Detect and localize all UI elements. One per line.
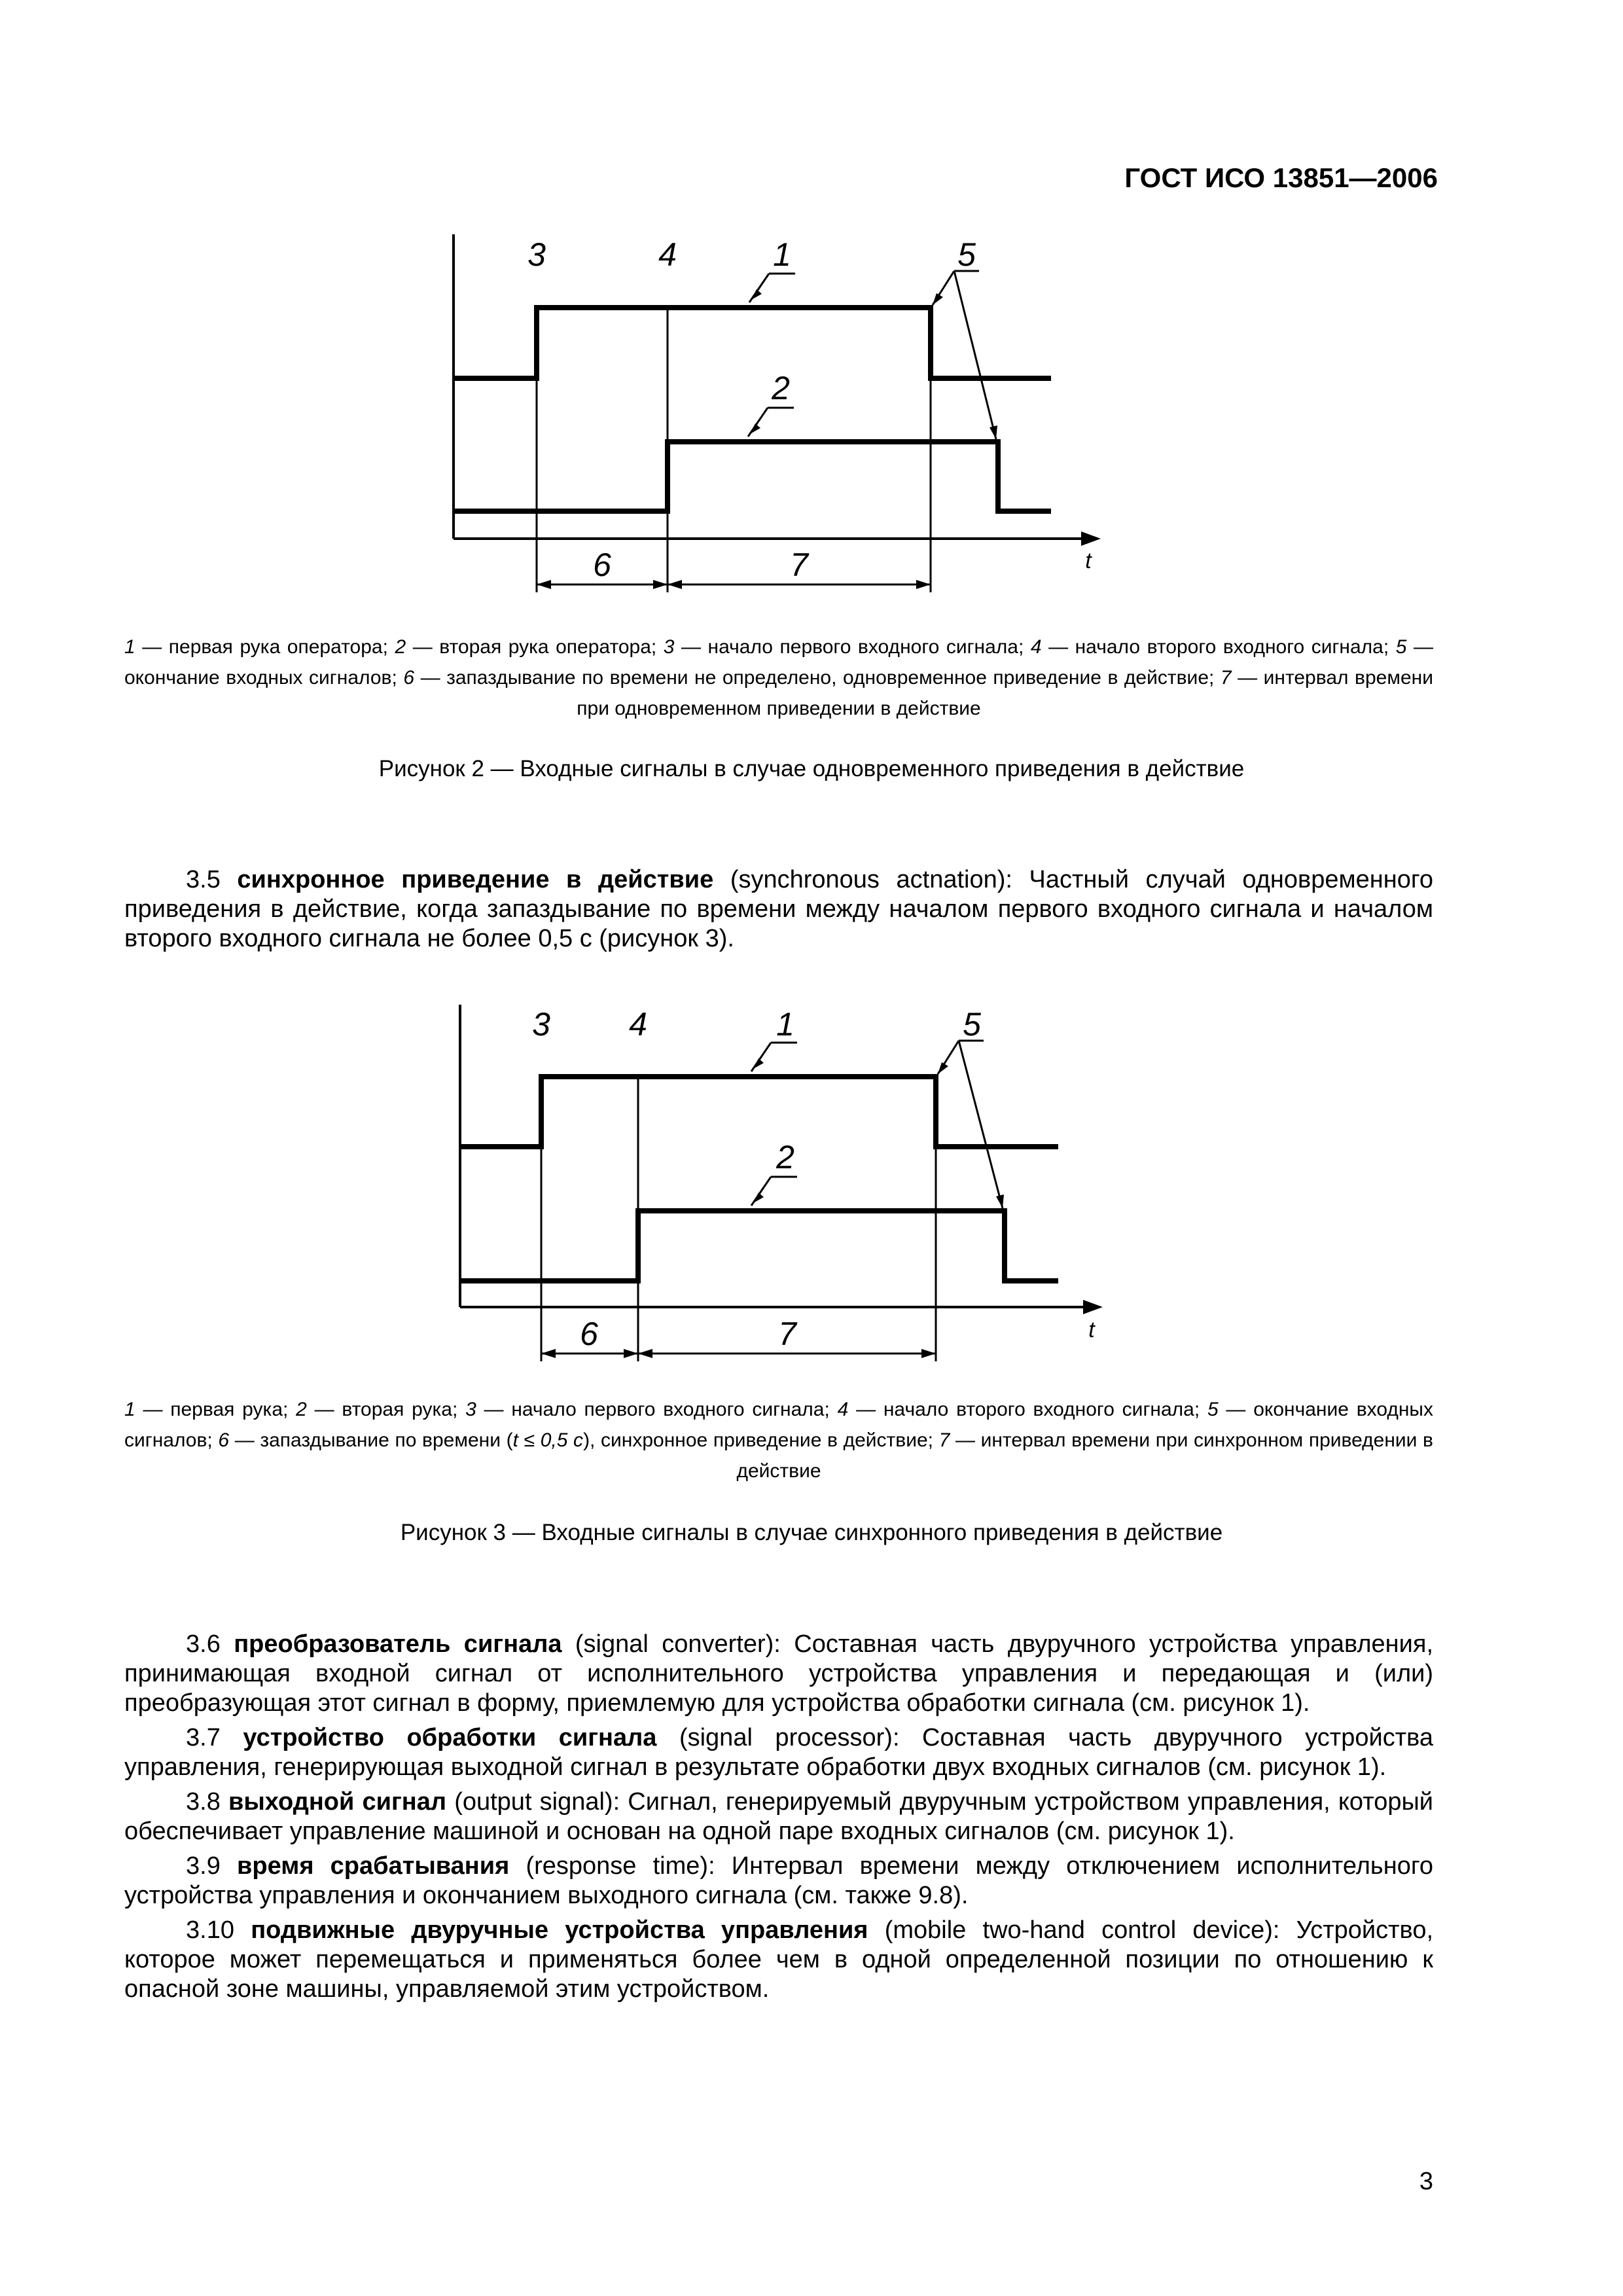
leader-5b [959,1041,1003,1208]
definition-3-10: 3.10 подвижные двуручные устройства управления (mobile two-hand control device): Устройство, которое может перемещаться и применяться более чем в одной определенной позиции по отношению к опасной зоне машины, управляемой этим устройством. [124,1916,1434,2003]
definition-3-7: 3.7 устройство обработки сигнала (signal processor): Составная часть двуручного устройства управления, генерирующая выходной сигнал в результате обработки двух входных сигналов (см. рисунок 1). [124,1724,1433,1781]
arrowhead [753,1193,764,1203]
arrowhead [668,580,682,589]
label-t: t [1088,1318,1095,1342]
arrowhead [750,423,760,434]
label-1: 1 [776,1006,794,1043]
definition-3-8: 3.8 выходной сигнал (output signal): Сигнал, генерируемый двуручным устройством управления, который обеспечивает управление машиной и основан на одной паре входных сигналов (см. рисунок 1). [124,1788,1433,1845]
arrowhead [638,1349,652,1358]
definitions-block [124,1630,1433,2004]
label-2: 2 [772,370,790,406]
arrowhead [624,1349,638,1358]
label-5: 5 [963,1006,981,1043]
label-3: 3 [532,1006,550,1043]
document-header: ГОСТ ИСО 13851—2006 [1124,162,1438,193]
figure-3-diagram [0,995,1623,1388]
label-4: 4 [658,236,677,273]
arrowhead [916,580,931,589]
figure-2-diagram [0,223,1623,615]
leader-5b [954,271,996,439]
arrowhead [541,1349,556,1358]
arrowhead [996,1194,1004,1208]
time-axis-arrow [1081,531,1101,546]
definition-3-6: 3.6 преобразователь сигнала (signal converter): Составная часть двуручного устройства управления, принимающая входной сигнал от исполнительного устройства управления и передающая и (или) преобразующая этот сигнал в форму, приемлемую для устройства обработки сигнала (см. рисунок 1). [124,1630,1433,1717]
definition-3-9: 3.9 время срабатывания (response time): Интервал времени между отключением исполнительного устройства управления и окончанием выходного сигнала (см. также 9.8). [124,1852,1434,1909]
signal-1-line [460,1077,1058,1147]
label-3: 3 [527,236,546,273]
definition-3-5: 3.5 синхронное приведение в действие (synchronous actnation): Частный случай одновременного приведения в действие, когда запаздывание по времени между началом первого входного сигнала и началом второго входного сигнала не более 0,5 с (рисунок 3). [124,866,1434,952]
label-7: 7 [778,1316,796,1352]
arrowhead [751,289,762,300]
label-6: 6 [593,547,611,583]
signal-2-line [460,1211,1058,1281]
arrowhead [537,580,551,589]
signal-1-line [454,308,1051,378]
arrowhead [933,293,943,305]
signal-2-line [454,442,1051,511]
figure-3-legend: 1 — первая рука; 2 — вторая рука; 3 — начало первого входного сигнала; 4 — начало второго входного сигнала; 5 — окончание входных сигналов; 6 — запаздывание по времени (t ≤ 0,5 с), синхронное приведение в действие; 7 — интервал времени при синхронном приведении в действие [124,1399,1433,1482]
time-axis-arrow [1083,1300,1103,1314]
label-6: 6 [580,1316,598,1352]
figure-3-caption: Рисунок 3 — Входные сигналы в случае синхронного приведения в действие [400,1520,1223,1545]
arrowhead [938,1062,948,1074]
arrowhead [653,580,668,589]
arrowhead [990,425,997,439]
label-2: 2 [776,1139,794,1175]
label-t: t [1085,548,1092,573]
label-5: 5 [957,236,976,273]
arrowhead [753,1058,764,1069]
arrowhead [921,1349,936,1358]
figure-2-legend: 1 — первая рука оператора; 2 — вторая рука оператора; 3 — начало первого входного сигнала; 4 — начало второго входного сигнала; 5 — окончание входных сигналов; 6 — запаздывание по времени не определено, одновременное приведение в действие; 7 — интервал времени при одновременном приведении в действие [124,636,1433,719]
label-7: 7 [790,547,808,583]
page-number: 3 [1419,2168,1433,2195]
label-1: 1 [773,236,791,273]
figure-2-caption: Рисунок 2 — Входные сигналы в случае одновременного приведения в действие [378,756,1245,781]
label-4: 4 [629,1006,647,1043]
